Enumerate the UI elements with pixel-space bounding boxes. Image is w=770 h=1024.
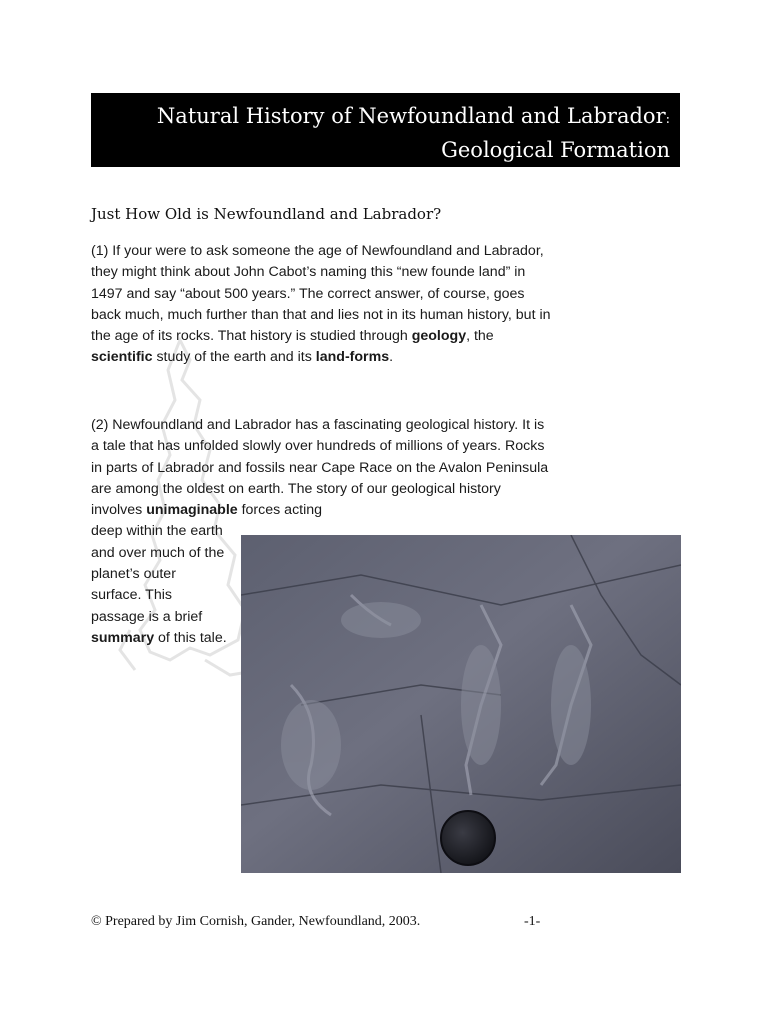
section-heading: Just How Old is Newfoundland and Labrador? (91, 205, 442, 223)
paragraph-2-line: deep within the earth (91, 523, 223, 540)
paragraph-1-text: . (389, 349, 394, 366)
title-text-1: Natural History of Newfoundland and Labrador (156, 104, 666, 128)
title-line-2: Geological Formation (441, 138, 670, 162)
term-geology: geology (411, 328, 467, 345)
title-banner (91, 93, 680, 167)
page-number: -1- (524, 914, 541, 929)
paragraph-2-text: of this tale. (154, 629, 227, 646)
paragraph-2-line: and over much of the (91, 544, 225, 561)
term-scientific: scientific (91, 349, 153, 366)
paragraph-2-text: forces acting (237, 502, 323, 519)
term-land-forms: land-forms (315, 349, 390, 366)
footer-credit: © Prepared by Jim Cornish, Gander, Newfoundland, 2003. (91, 914, 421, 929)
paragraph-1-text: study of the earth and its (152, 349, 316, 366)
title-colon: : (665, 112, 670, 127)
term-unimaginable: unimaginable (146, 502, 238, 519)
paragraph-2-line: passage is a brief (91, 608, 203, 625)
title-line-1 (91, 103, 670, 133)
paragraph-2-line: planet’s outer (91, 566, 176, 583)
fossil-rock-photo (241, 535, 681, 873)
paragraph-1-text: , the (466, 328, 494, 345)
paragraph-1 (91, 241, 551, 369)
paragraph-1-text: (1) If your were to ask someone the age of Newfoundland and Labrador, they might think about John Cabot’s naming this “new founde land” in 1497 and say “about 500 years.” The correct answer, of course, goes back much, much further than that and lies not in its human history, but in the age of its rocks. That history is studied through (91, 243, 551, 345)
paragraph-2-line: surface. This (91, 587, 172, 604)
paragraph-2-text: (2) Newfoundland and Labrador has a fascinating geological history. It is a tale that has unfolded slowly over hundreds of millions of years. Rocks in parts of Labrador and fossils near Cape Race on the Avalon Peninsula are among the oldest on earth. The story of our geological history involves (91, 417, 549, 519)
term-summary: summary (91, 629, 155, 646)
